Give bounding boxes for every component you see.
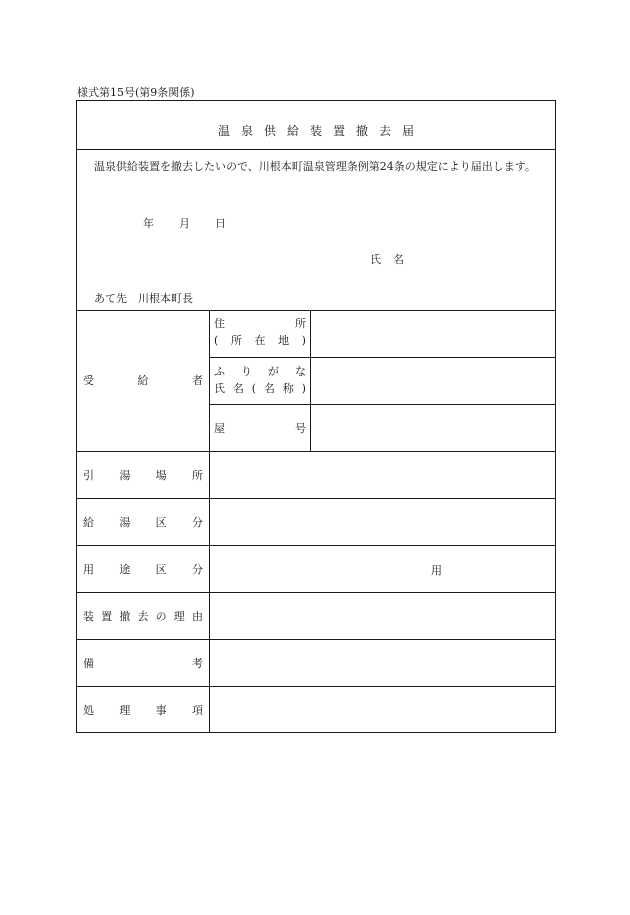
- label-char: 湯: [119, 516, 131, 529]
- label-char: 分: [191, 563, 203, 576]
- label-char: な: [295, 365, 306, 378]
- label-char: 備: [83, 657, 94, 670]
- label-char: 途: [119, 563, 131, 576]
- divider: [310, 310, 311, 451]
- label-char: 名: [263, 382, 275, 395]
- label-char: 区: [155, 516, 167, 529]
- label-char: 引: [83, 469, 94, 482]
- label-char: 住: [214, 317, 225, 330]
- recipient-label-char: 受: [83, 374, 94, 387]
- label-char: 撤: [119, 610, 131, 623]
- label-char: 所: [191, 469, 203, 482]
- address-label-line2: [214, 332, 306, 349]
- recipient-label-char: 者: [192, 374, 203, 387]
- processing-items-label: [83, 702, 203, 718]
- label-char: 置: [101, 610, 113, 623]
- label-char: 場: [155, 469, 167, 482]
- label-char: り: [241, 365, 252, 378]
- date-day-label: 日: [215, 217, 226, 230]
- name-label-line: [214, 380, 306, 397]
- supply-category-label: [83, 514, 203, 530]
- label-char: (: [214, 334, 219, 347]
- date-year-label: 年: [143, 217, 154, 230]
- label-char: 項: [191, 704, 203, 717]
- label-char: が: [268, 365, 279, 378]
- usage-category-label: [83, 561, 203, 577]
- divider: [77, 310, 555, 311]
- source-location-label: [83, 467, 203, 483]
- form-id: 様式第15号(第9条関係): [77, 86, 195, 99]
- label-char: 所: [295, 317, 306, 330]
- divider: [77, 639, 555, 640]
- label-char: 在: [254, 334, 266, 347]
- label-char: の: [155, 610, 167, 623]
- recipient-label-char: 給: [137, 374, 149, 387]
- label-char: 給: [83, 516, 94, 529]
- label-char: 屋: [214, 422, 225, 435]
- label-char: 地: [278, 334, 290, 347]
- date-month-label: 月: [179, 217, 190, 230]
- notice-text: 温泉供給装置を撤去したいので、川根本町温泉管理条例第24条の規定により届出します。: [94, 160, 536, 173]
- divider: [77, 498, 555, 499]
- label-char: 処: [83, 704, 94, 717]
- recipient-label: [83, 372, 203, 388]
- label-char: 名: [232, 382, 244, 395]
- label-char: 理: [173, 610, 185, 623]
- label-char: 装: [83, 610, 94, 623]
- label-char: 号: [295, 422, 306, 435]
- label-char: 分: [191, 516, 203, 529]
- label-char: 由: [191, 610, 203, 623]
- furigana-label-line: [214, 363, 306, 380]
- label-char: 称: [282, 382, 294, 395]
- usage-unit-label: 用: [431, 564, 442, 577]
- house-number-label-line: [214, 420, 306, 437]
- label-char: 用: [83, 563, 94, 576]
- divider: [77, 149, 555, 150]
- divider: [77, 686, 555, 687]
- form-table: [76, 100, 556, 733]
- label-char: 考: [192, 657, 203, 670]
- addressee: あて先 川根本町長: [94, 292, 193, 305]
- divider: [77, 451, 555, 452]
- divider: [77, 592, 555, 593]
- divider: [77, 545, 555, 546]
- label-char: ): [301, 334, 306, 347]
- remarks-label: [83, 655, 203, 671]
- applicant-name-label: 氏名: [370, 253, 416, 266]
- label-char: 所: [230, 334, 242, 347]
- label-char: 区: [155, 563, 167, 576]
- removal-reason-label: [83, 608, 203, 624]
- house-number-label: [214, 420, 306, 437]
- label-char: 湯: [119, 469, 131, 482]
- label-char: 事: [155, 704, 167, 717]
- label-char: ): [301, 382, 306, 395]
- divider: [209, 404, 555, 405]
- address-label-line1: [214, 315, 306, 332]
- address-label: [214, 315, 306, 349]
- label-char: 理: [119, 704, 131, 717]
- label-char: 去: [137, 610, 149, 623]
- furigana-name-label: [214, 363, 306, 397]
- label-char: (: [251, 382, 257, 395]
- divider: [209, 310, 210, 732]
- divider: [209, 357, 555, 358]
- form-title: 温泉供給装置撤去届: [217, 124, 425, 138]
- label-char: ふ: [214, 365, 225, 378]
- label-char: 氏: [214, 382, 225, 395]
